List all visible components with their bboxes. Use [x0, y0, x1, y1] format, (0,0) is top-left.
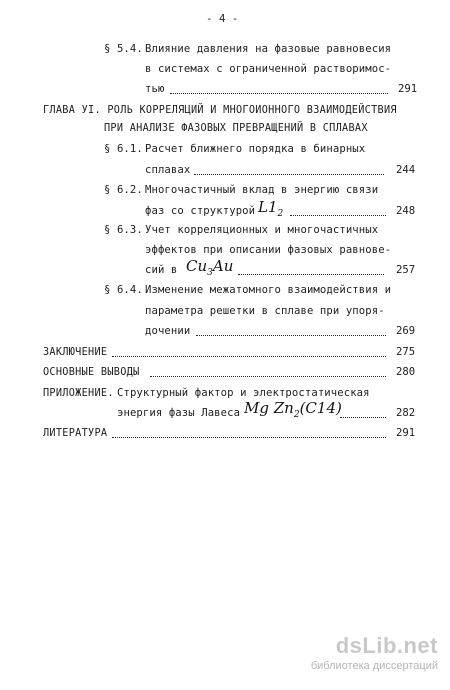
toc-appendix-title-line1: Структурный фактор и электростатическая [117, 387, 370, 399]
toc-6-1-page: 244 [396, 164, 416, 176]
toc-6-2-leader [290, 215, 386, 216]
toc-6-3-number: § 6.3. [104, 224, 143, 236]
page-number: - 4 - [206, 13, 239, 25]
chapter-6-heading-line1: ГЛАВА УI. РОЛЬ КОРРЕЛЯЦИЙ И МНОГОИОННОГО ВЗАИМОДЕЙСТВИЯ [43, 105, 397, 116]
toc-6-3-title-line1: Учет корреляционных и многочастичных [145, 224, 379, 236]
toc-6-1-title-line2: сплавах [145, 164, 191, 176]
toc-6-4-number: § 6.4. [104, 284, 143, 296]
toc-6-3-title-line3: сий в [145, 264, 178, 276]
toc-6-4-leader [196, 335, 386, 336]
toc-5-4-page: 291 [398, 83, 418, 95]
watermark-caption: библиотека диссертаций [310, 660, 438, 672]
toc-5-4-title-line3: тью [145, 83, 165, 95]
toc-conclusion-leader [112, 356, 386, 357]
toc-findings-leader [150, 376, 386, 377]
toc-conclusion-page: 275 [396, 346, 416, 358]
toc-6-2-title-line2: фаз со структурой [145, 205, 256, 217]
watermark-logo: dsLib.net [335, 633, 438, 658]
toc-5-4-title-line1: Влияние давления на фазовые равновесия [145, 43, 392, 55]
toc-appendix-leader [340, 417, 386, 418]
toc-conclusion-label: ЗАКЛЮЧЕНИЕ [43, 347, 108, 358]
toc-6-4-title-line1: Изменение межатомного взаимодействия и [145, 284, 392, 296]
toc-6-3-title-line2: эффектов при описании фазовых равнове- [145, 244, 392, 256]
toc-6-4-title-line2: параметра решетки в сплаве при упоря- [145, 305, 385, 317]
toc-findings-page: 280 [396, 366, 416, 378]
toc-literature-label: ЛИТЕРАТУРА [43, 428, 108, 439]
toc-6-1-leader [194, 174, 384, 175]
toc-6-2-number: § 6.2. [104, 184, 143, 196]
toc-6-4-page: 269 [396, 325, 416, 337]
toc-appendix-title-line2: энергия фазы Лавеса [117, 407, 241, 419]
toc-appendix-formula: Mg $Zn_2(C14)$ [244, 399, 342, 420]
watermark [311, 635, 438, 672]
toc-6-3-formula: $Cu_3Au$ [186, 257, 234, 278]
toc-5-4-number: § 5.4. [104, 43, 143, 55]
toc-6-1-number: § 6.1. [104, 143, 143, 155]
toc-5-4-title-line2: в системах с ограниченной растворимос- [145, 63, 392, 75]
toc-6-3-leader [238, 274, 384, 275]
toc-6-2-formula: $L1_2$ [258, 198, 284, 219]
toc-literature-leader [112, 437, 386, 438]
chapter-6-heading-line2: ПРИ АНАЛИЗЕ ФАЗОВЫХ ПРЕВРАЩЕНИЙ В СПЛАВАХ [104, 123, 368, 134]
toc-6-4-title-line3: дочении [145, 325, 191, 337]
toc-appendix-page: 282 [396, 407, 416, 419]
toc-findings-label: ОСНОВНЫЕ ВЫВОДЫ [43, 367, 140, 378]
toc-literature-page: 291 [396, 427, 416, 439]
toc-6-3-page: 257 [396, 264, 416, 276]
toc-appendix-label: ПРИЛОЖЕНИЕ. [43, 388, 114, 399]
toc-5-4-leader [170, 93, 388, 94]
toc-6-2-title-line1: Многочастичный вклад в энергию связи [145, 184, 379, 196]
toc-6-2-page: 248 [396, 205, 416, 217]
toc-6-1-title-line1: Расчет ближнего порядка в бинарных [145, 143, 366, 155]
